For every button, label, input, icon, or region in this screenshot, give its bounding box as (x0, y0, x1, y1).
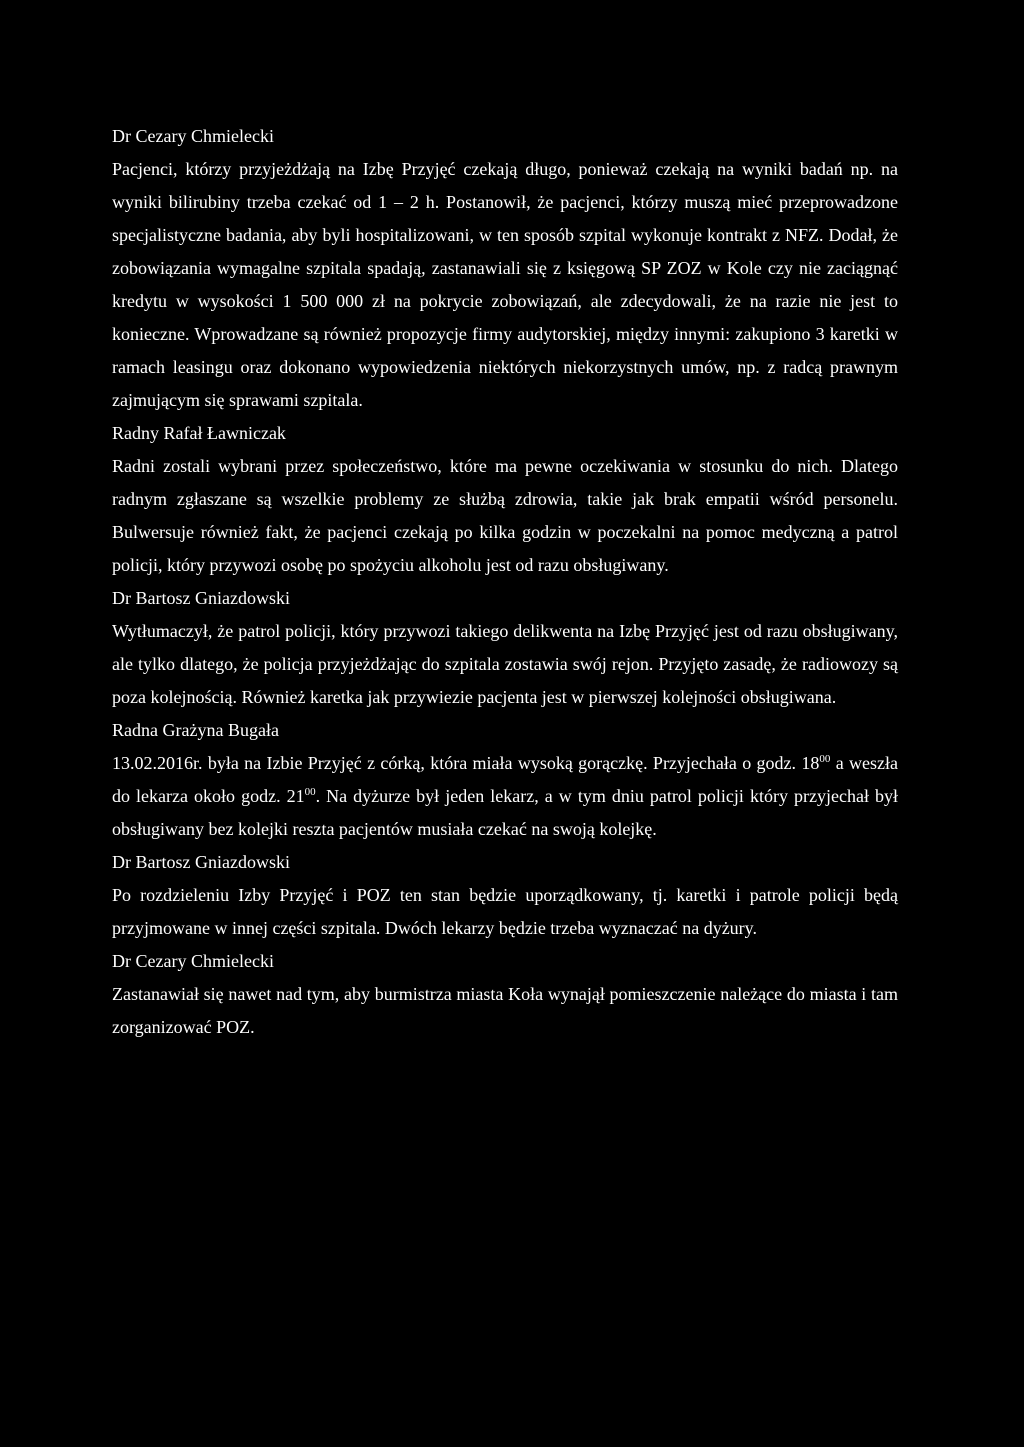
paragraph-text: a weszła do lekarza około godz. 21 (112, 753, 898, 806)
speaker-name: Radna Grażyna Bugała (112, 720, 279, 740)
paragraph: Wytłumaczył, że patrol policji, który przywozi takiego delikwenta na Izbę Przyjęć jest od razu obsługiwany, ale tylko dlatego, że policja przyjeżdżając do szpitala zostawia swój rejon. Przyjęto zasadę, że radiowozy są poza kolejnością. Również karetka jak przywiezie pacjenta jest w pierwszej kolejności obsługiwana. (112, 621, 898, 707)
speaker-name: Dr Cezary Chmielecki (112, 126, 274, 146)
paragraph: Pacjenci, którzy przyjeżdżają na Izbę Przyjęć czekają długo, ponieważ czekają na wyniki badań np. na wyniki bilirubiny trzeba czekać od 1 – 2 h. Postanowił, że pacjenci, którzy muszą mieć przeprowadzone specjalistyczne badania, aby byli hospitalizowani, w ten sposób szpital wykonuje kontrakt z NFZ. Dodał, że zobowiązania wymagalne szpitala spadają, zastanawiali się z księgową SP ZOZ w Kole czy nie zaciągnąć kredytu w wysokości 1 500 000 zł na pokrycie zobowiązań, ale zdecydowali, że na razie nie jest to konieczne. Wprowadzane są również propozycje firmy audytorskiej, między innymi: zakupiono 3 karetki w ramach leasingu oraz dokonano wypowiedzenia niektórych niekorzystnych umów, np. z radcą prawnym zajmującym się sprawami szpitala. (112, 159, 898, 410)
paragraph (112, 747, 898, 846)
paragraph: Po rozdzieleniu Izby Przyjęć i POZ ten stan będzie uporządkowany, tj. karetki i patrole policji będą przyjmowane w innej części szpitala. Dwóch lekarzy będzie trzeba wyznaczać na dyżury. (112, 885, 898, 938)
paragraph-text: . Na dyżurze był jeden lekarz, a w tym dniu patrol policji który przyjechał był obsługiwany bez kolejki reszta pacjentów musiała czekać na swoją kolejkę. (112, 786, 898, 839)
document-page (112, 120, 898, 1044)
speaker-name: Radny Rafał Ławniczak (112, 423, 286, 443)
speaker-name: Dr Bartosz Gniazdowski (112, 852, 290, 872)
speaker-name: Dr Cezary Chmielecki (112, 951, 274, 971)
paragraph: Zastanawiał się nawet nad tym, aby burmistrza miasta Koła wynajął pomieszczenie należące do miasta i tam zorganizować POZ. (112, 984, 898, 1037)
paragraph: Radni zostali wybrani przez społeczeństwo, które ma pewne oczekiwania w stosunku do nich. Dlatego radnym zgłaszane są wszelkie problemy ze służbą zdrowia, takie jak brak empatii wśród personelu. Bulwersuje również fakt, że pacjenci czekają po kilka godzin w poczekalni na pomoc medyczną a patrol policji, który przywozi osobę po spożyciu alkoholu jest od razu obsługiwany. (112, 456, 898, 575)
superscript: 00 (304, 786, 316, 798)
superscript: 00 (819, 753, 831, 765)
speaker-name: Dr Bartosz Gniazdowski (112, 588, 290, 608)
paragraph-text: 13.02.2016r. była na Izbie Przyjęć z córką, która miała wysoką gorączkę. Przyjechała o godz. 18 (112, 753, 820, 773)
